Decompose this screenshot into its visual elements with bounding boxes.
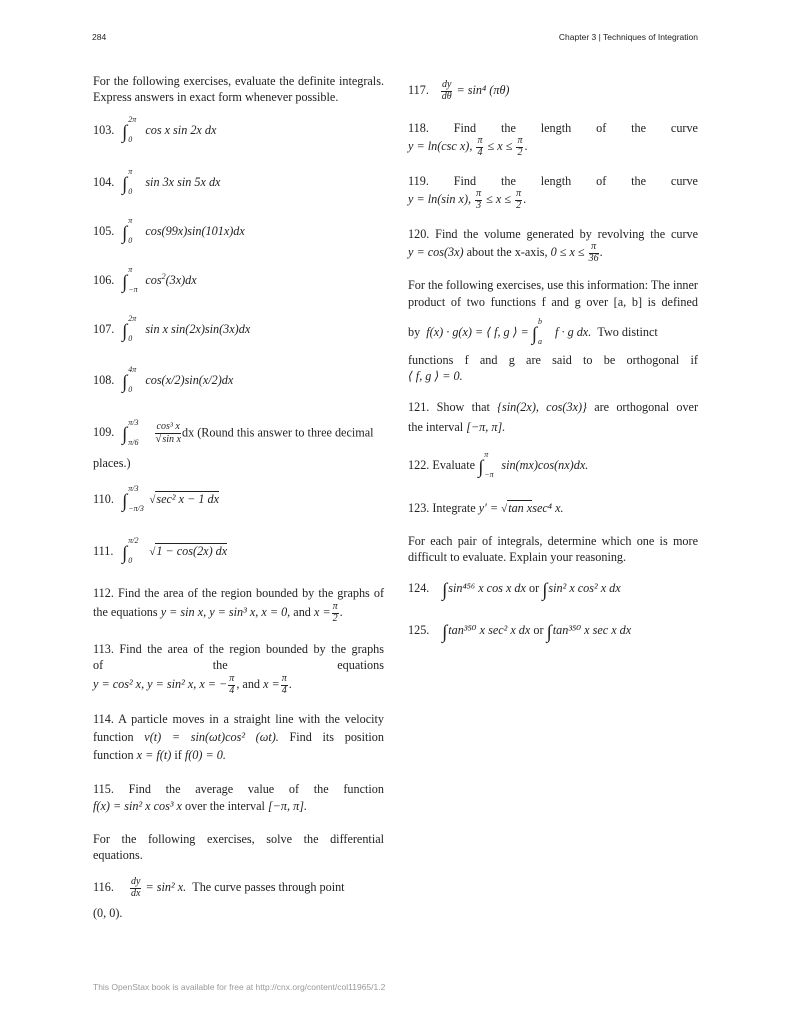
problem-121: 121. Show that {sin(2x), cos(3x)} are orthogonal over [408, 400, 699, 414]
problem-103: 103. ∫ 2π 0 cos x sin 2x dx [93, 115, 217, 145]
problem-114-line3: function x = f(t) if f(0) = 0. [93, 748, 226, 762]
problem-120-eq: y = cos(3x) about the x-axis, 0 ≤ x ≤ $\frac{\pi}{36}$ . [408, 241, 603, 264]
problem-119-eq: y = ln(sin x), $\frac{\pi}{3}$ ≤ x ≤ $\frac{\pi}{2}$ . [408, 188, 527, 211]
problem-118: 118. Find the length of the curve [408, 121, 698, 135]
problem-123: 123. Integrate y′ = √tan xsec⁴ x. [408, 501, 564, 515]
problem-114-line2: function v(t) = sin(ωt)cos² (ωt). Find its position [93, 730, 384, 744]
problem-124: 124. ∫sin⁴⁵⁶ x cos x dx or ∫sin² x cos² x dx [408, 580, 621, 601]
problem-105: 105. ∫ π 0 cos(99x)sin(101x)dx [93, 216, 245, 246]
problem-110: 110. ∫ π/3 −π/3 √sec² x − 1 dx [93, 484, 219, 514]
problem-116-point: (0, 0). [93, 906, 123, 920]
problem-125: 125. ∫tan³⁵⁰ x sec² x dx or ∫tan³⁵⁰ x sec x dx [408, 622, 632, 643]
problem-113-line2: of the equations [93, 658, 384, 672]
problem-104: 104. ∫ π 0 sin 3x sin 5x dx [93, 167, 221, 197]
intro-compare-integrals: For each pair of integrals, determine which one is more difficult to evaluate. Explain your reasoning. [408, 534, 698, 565]
chapter-title: Chapter 3 | Techniques of Integration [558, 32, 698, 42]
problem-120: 120. Find the volume generated by revolving the curve [408, 227, 699, 241]
intro-definite-integrals: For the following exercises, evaluate the definite integrals. Express answers in exact form whenever possible. [93, 74, 384, 105]
problem-113: 113. Find the area of the region bounded by the graphs [93, 642, 385, 656]
problem-114: 114. A particle moves in a straight line with the velocity [93, 712, 384, 726]
problem-113-eq: y = cos² x, y = sin² x, x = − $\frac{\pi}{4}$ , and x = $\frac{\pi}{4}$ . [93, 673, 292, 696]
footer-license: This OpenStax book is available for free at http://cnx.org/content/col11965/1.2 [93, 982, 386, 992]
problem-112-eq: the equations y = sin x, y = sin³ x, x = 0, and x = $\frac{\pi}{2}$ . [93, 601, 343, 624]
problem-115: 115. Find the average value of the function [93, 782, 384, 796]
problem-109-cont: places.) [93, 456, 131, 470]
problem-112: 112. Find the area of the region bounded by the graphs of [93, 586, 385, 600]
problem-122: 122. Evaluate ∫ π −π sin(mx)cos(nx)dx. [408, 450, 589, 480]
problem-115-line2: f(x) = sin² x cos³ x over the interval [−π, π]. [93, 799, 307, 813]
problem-111: 111. ∫ π/2 0 √1 − cos(2x) dx [93, 536, 228, 566]
problem-107: 107. ∫ 2π 0 sin x sin(2x)sin(3x)dx [93, 314, 251, 344]
info-line2: product of two functions f and g over [a, b] is defined [408, 295, 698, 309]
problem-109: 109. ∫ π/3 π/6 $\frac{\text{cos³ x}}{\text{√sin x}}$ dx (Round this answer to three decimal [93, 417, 374, 447]
info-line1: For the following exercises, use this information: The inner [408, 278, 698, 292]
info-line5: ⟨ f, g ⟩ = 0. [408, 369, 463, 383]
problem-117: 117. $\frac{dy}{d\theta}$ = sin⁴ (πθ) [408, 79, 510, 102]
problem-119: 119. Find the length of the curve [408, 174, 698, 188]
info-line4: functions f and g are said to be orthogonal if [408, 353, 698, 367]
problem-106: 106. ∫ π −π $\cos^2(3x)dx$ [93, 265, 197, 295]
problem-116: 116. $\frac{dy}{dx}$ = sin² x. The curve passes through point [93, 876, 345, 899]
problem-118-eq: y = ln(csc x), $\frac{\pi}{4}$ ≤ x ≤ $\frac{\pi}{2}$ . [408, 135, 528, 158]
problem-121-line2: the interval [−π, π]. [408, 420, 506, 434]
info-inner-product: by f(x) · g(x) = ⟨ f, g ⟩ = ∫ b a f · g dx. Two distinct [408, 317, 658, 347]
problem-108: 108. ∫ 4π 0 cos(x/2)sin(x/2)dx [93, 365, 234, 395]
intro-differential-equations: For the following exercises, solve the differential equations. [93, 832, 384, 863]
page-number: 284 [92, 32, 107, 42]
